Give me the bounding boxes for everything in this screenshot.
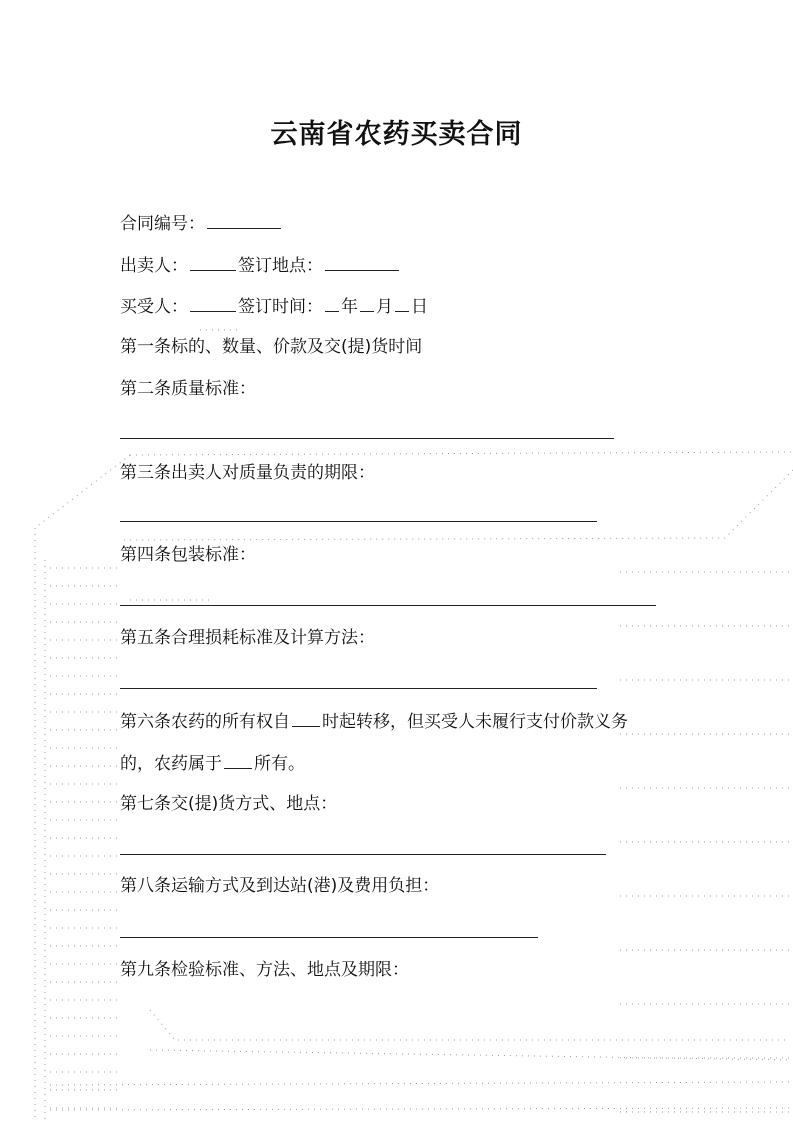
sign-place-blank[interactable] [325, 252, 399, 271]
seller-line [120, 252, 401, 278]
buyer-line [120, 293, 428, 319]
buyer-label: 买受人： [120, 297, 188, 317]
year-label: 年 [341, 297, 358, 317]
article-3: 第三条出卖人对质量负责的期限： [120, 463, 375, 483]
sign-time-label: 签订时间： [238, 297, 323, 317]
article-2-fill-line[interactable] [120, 438, 614, 439]
article-6-part-a: 第六条农药的所有权自 [120, 712, 290, 732]
ownership-transfer-blank[interactable] [292, 708, 320, 727]
year-blank[interactable] [325, 293, 339, 312]
article-2: 第二条质量标准： [120, 379, 256, 399]
article-4-fill-line[interactable] [120, 605, 656, 606]
article-5: 第五条合理损耗标准及计算方法： [120, 628, 375, 648]
day-label: 日 [411, 297, 428, 317]
article-5-fill-line[interactable] [120, 688, 597, 689]
buyer-blank[interactable] [190, 293, 236, 312]
day-blank[interactable] [395, 293, 409, 312]
article-6-line-1 [120, 708, 628, 734]
article-9: 第九条检验标准、方法、地点及期限： [120, 960, 409, 980]
article-6-part-c: 的，农药属于 [120, 754, 222, 774]
contract-number-label: 合同编号： [120, 214, 205, 234]
seller-label: 出卖人： [120, 256, 188, 276]
article-3-fill-line[interactable] [120, 521, 597, 522]
article-8: 第八条运输方式及到达站(港)及费用负担： [120, 876, 440, 896]
article-8-fill-line[interactable] [120, 937, 538, 938]
month-blank[interactable] [360, 293, 374, 312]
contract-number-line [120, 210, 283, 236]
article-7: 第七条交(提)货方式、地点： [120, 794, 338, 814]
article-6-part-b: 时起转移，但买受人未履行支付价款义务 [322, 712, 628, 732]
article-6-line-2 [120, 750, 305, 776]
article-6-part-d: 所有。 [254, 754, 305, 774]
contract-number-blank[interactable] [207, 210, 281, 229]
sign-place-label: 签订地点： [238, 256, 323, 276]
document-title: 云南省农药买卖合同 [270, 119, 523, 150]
article-1: 第一条标的、数量、价款及交(提)货时间 [120, 337, 423, 357]
seller-blank[interactable] [190, 252, 236, 271]
article-7-fill-line[interactable] [120, 854, 606, 855]
article-4: 第四条包装标准： [120, 545, 256, 565]
ownership-owner-blank[interactable] [224, 750, 252, 769]
month-label: 月 [376, 297, 393, 317]
